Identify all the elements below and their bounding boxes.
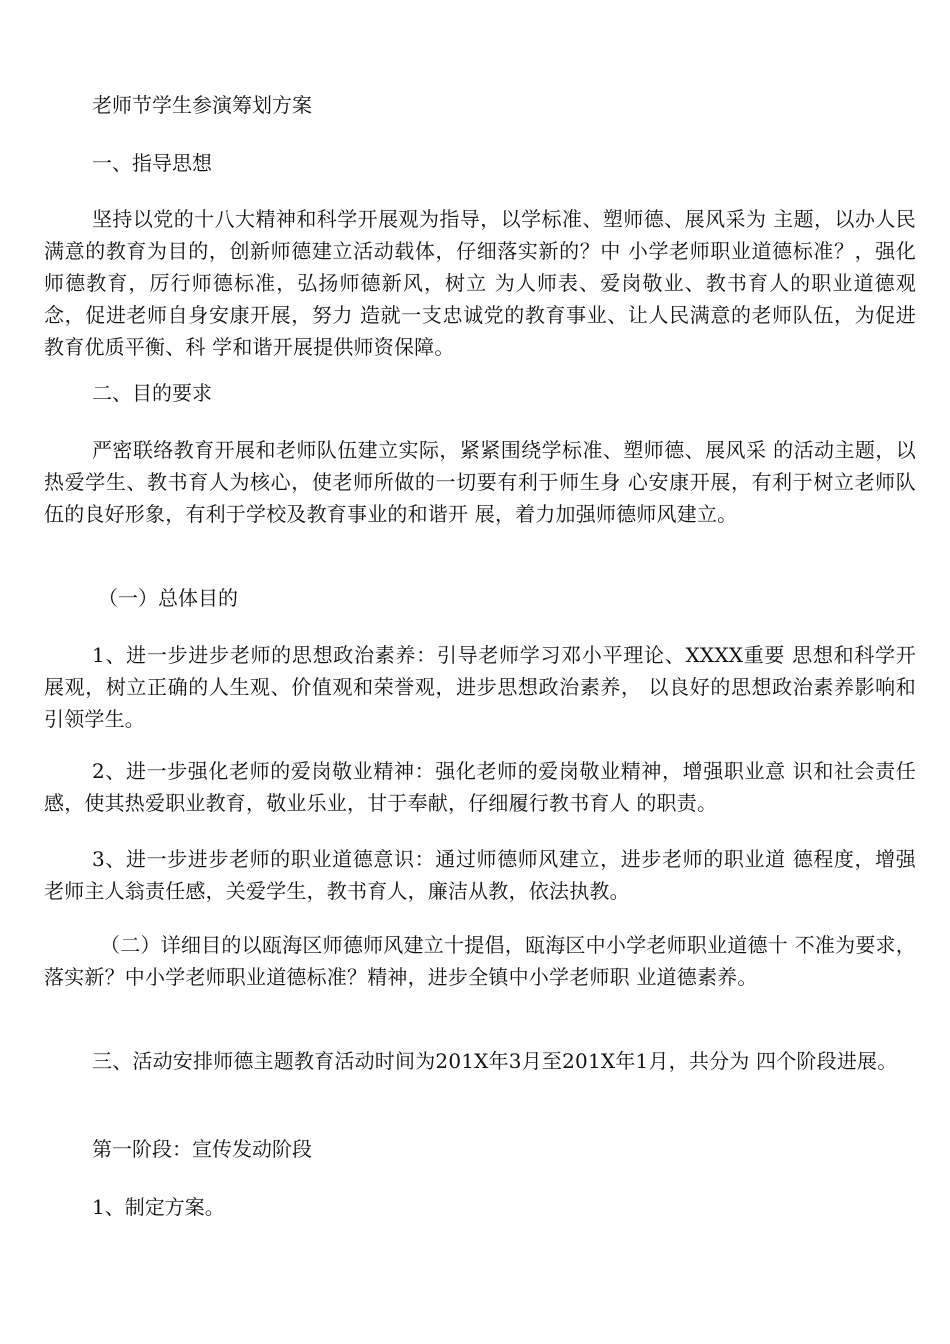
stage-1-item-1: 1、制定方案。 <box>92 1195 225 1219</box>
stage-1-heading: 第一阶段：宣传发动阶段 <box>92 1137 312 1161</box>
goal-item-1: 1、进一步进步老师的思想政治素养：引导老师学习邓小平理论、XXXX重要 思想和科学开展观，树立正确的人生观、价值观和荣誉观，进步思想政治素养， 以良好的思想政治素养影响和引领学生。 <box>44 643 916 731</box>
goal-item-2: 2、进一步强化老师的爱岗敬业精神：强化老师的爱岗敬业精神，增强职业意 识和社会责任感，使其热爱职业教育，敬业乐业，甘于奉献，仔细履行教书育人 的职责。 <box>44 759 916 815</box>
document-title: 老师节学生参演筹划方案 <box>92 93 312 117</box>
goal-item-3: 3、进一步进步老师的职业道德意识：通过师德师风建立，进步老师的职业道 德程度，增强老师主人翁责任感，关爱学生，教书育人，廉洁从教，依法执教。 <box>44 847 916 903</box>
section-guiding-ideology-body: 坚持以党的十八大精神和科学开展观为指导，以学标准、塑师德、展风采为 主题，以办人民满意的教育为目的，创新师德建立活动载体，仔细落实新的？中 小学老师职业道德标准？，强化师德教育，厉行师德标准，弘扬师德新风，树立 为人师表、爱岗敬业、教书育人的职业道德观念，促进老师自身安康开展，努力 造就一支忠诚党的教育事业、让人民满意的老师队伍，为促进教育优质平衡、科 学和谐开展提供师资保障。 <box>44 207 916 359</box>
section-objectives-body: 严密联络教育开展和老师队伍建立实际，紧紧围绕学标准、塑师德、展风采 的活动主题，以热爱学生、教书育人为核心，使老师所做的一切要有利于师生身 心安康开展，有利于树立老师队伍的良好形象，有利于学校及教育事业的和谐开 展，着力加强师德师风建立。 <box>44 438 916 526</box>
overall-goal-heading: （一）总体目的 <box>98 586 238 610</box>
section-objectives-heading: 二、目的要求 <box>92 381 212 405</box>
section-activity-schedule: 三、活动安排师德主题教育活动时间为201X年3月至201X年1月，共分为 四个阶段进展。 <box>92 1049 898 1073</box>
section-guiding-ideology-heading: 一、指导思想 <box>92 151 212 175</box>
specific-goal-paragraph: （二）详细目的以瓯海区师德师风建立十提倡，瓯海区中小学老师职业道德十 不准为要求，落实新？中小学老师职业道德标准？精神，进步全镇中小学老师职 业道德素养。 <box>44 933 916 989</box>
